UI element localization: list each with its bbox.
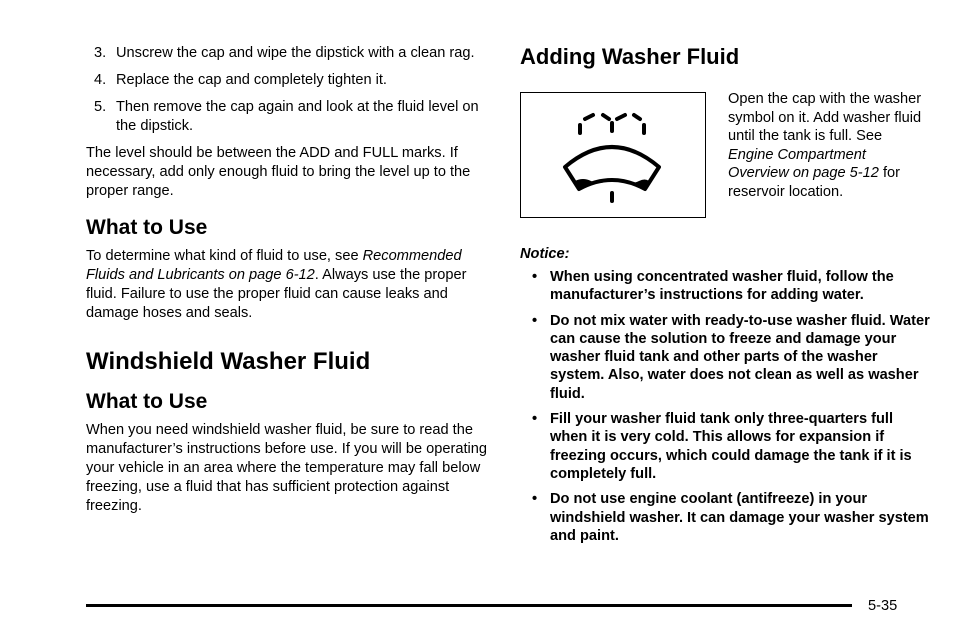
bullet-icon: • xyxy=(532,411,538,428)
level-paragraph: The level should be between the ADD and FULL marks. If necessary, add only enough fluid to bring the level up to the proper range. xyxy=(86,145,471,199)
washer-fluid-symbol-icon xyxy=(521,93,705,217)
bullet-icon: • xyxy=(532,269,538,285)
notice-text: Do not use engine coolant (antifreeze) in your windshield washer. It can damage your washer system and paint. xyxy=(550,491,929,544)
step-number: 4. xyxy=(94,72,107,88)
cross-reference-link[interactable]: Engine Compartment Overview on page 5-12 xyxy=(728,146,879,181)
step-number: 5. xyxy=(94,99,107,115)
adding-washer-fluid-heading: Adding Washer Fluid xyxy=(520,44,740,69)
notice-list xyxy=(520,268,930,552)
what-to-use-paragraph xyxy=(86,247,496,323)
step-text: Replace the cap and completely tighten it. xyxy=(116,72,387,88)
left-column xyxy=(86,44,496,516)
step-text: Then remove the cap again and look at the fluid level on the dipstick. xyxy=(116,99,479,134)
step-item xyxy=(86,44,496,63)
bullet-icon: • xyxy=(532,312,538,329)
figure-caption-text xyxy=(728,90,928,201)
caption-text: Open the cap with the washer symbol on it. Add washer fluid until the tank is full. See xyxy=(728,91,922,144)
washer-symbol-figure xyxy=(520,92,706,218)
section-title: Windshield Washer Fluid xyxy=(86,348,371,375)
caption-text: for reservoir location. xyxy=(728,165,900,200)
cross-reference-link[interactable]: Recommended Fluids and Lubricants on page 6-12 xyxy=(86,248,462,283)
notice-text: When using concentrated washer fluid, follow the manufacturer’s instructions for adding water. xyxy=(550,269,894,304)
paragraph-text: . Always use the proper fluid. Failure to use the proper fluid can cause leaks and damage hoses and seals. xyxy=(86,267,467,321)
washer-fluid-paragraph: When you need windshield washer fluid, be sure to read the manufacturer’s instructions before use. If you will be operating your vehicle in an area where the temperature may fall below freezing, use a fluid that has sufficient protection against freezing. xyxy=(86,422,488,514)
what-to-use-heading: What to Use xyxy=(86,390,208,413)
page-number: 5-35 xyxy=(868,598,898,614)
notice-item xyxy=(520,268,930,305)
notice-item xyxy=(520,490,930,545)
notice-item xyxy=(520,312,930,403)
paragraph-text: To determine what kind of fluid to use, see xyxy=(86,248,363,264)
bullet-icon: • xyxy=(532,491,538,508)
notice-item xyxy=(520,410,930,483)
notice-text: Fill your washer fluid tank only three-quarters full when it is very cold. This allows for expansion if freezing occurs, which could damage the tank if it is completely full. xyxy=(550,411,912,482)
step-item xyxy=(86,98,496,136)
notice-label: Notice: xyxy=(520,246,570,262)
what-to-use-heading: What to Use xyxy=(86,216,208,239)
footer-rule xyxy=(86,604,852,607)
step-number: 3. xyxy=(94,45,107,61)
step-text: Unscrew the cap and wipe the dipstick with a clean rag. xyxy=(116,45,475,61)
right-column xyxy=(520,44,930,544)
notice-text: Do not mix water with ready-to-use washer fluid. Water can cause the solution to freeze and damage your washer fluid tank and other parts of the washer system. Also, water does not clean as well as washer fluid. xyxy=(550,312,930,402)
step-item xyxy=(86,71,496,90)
